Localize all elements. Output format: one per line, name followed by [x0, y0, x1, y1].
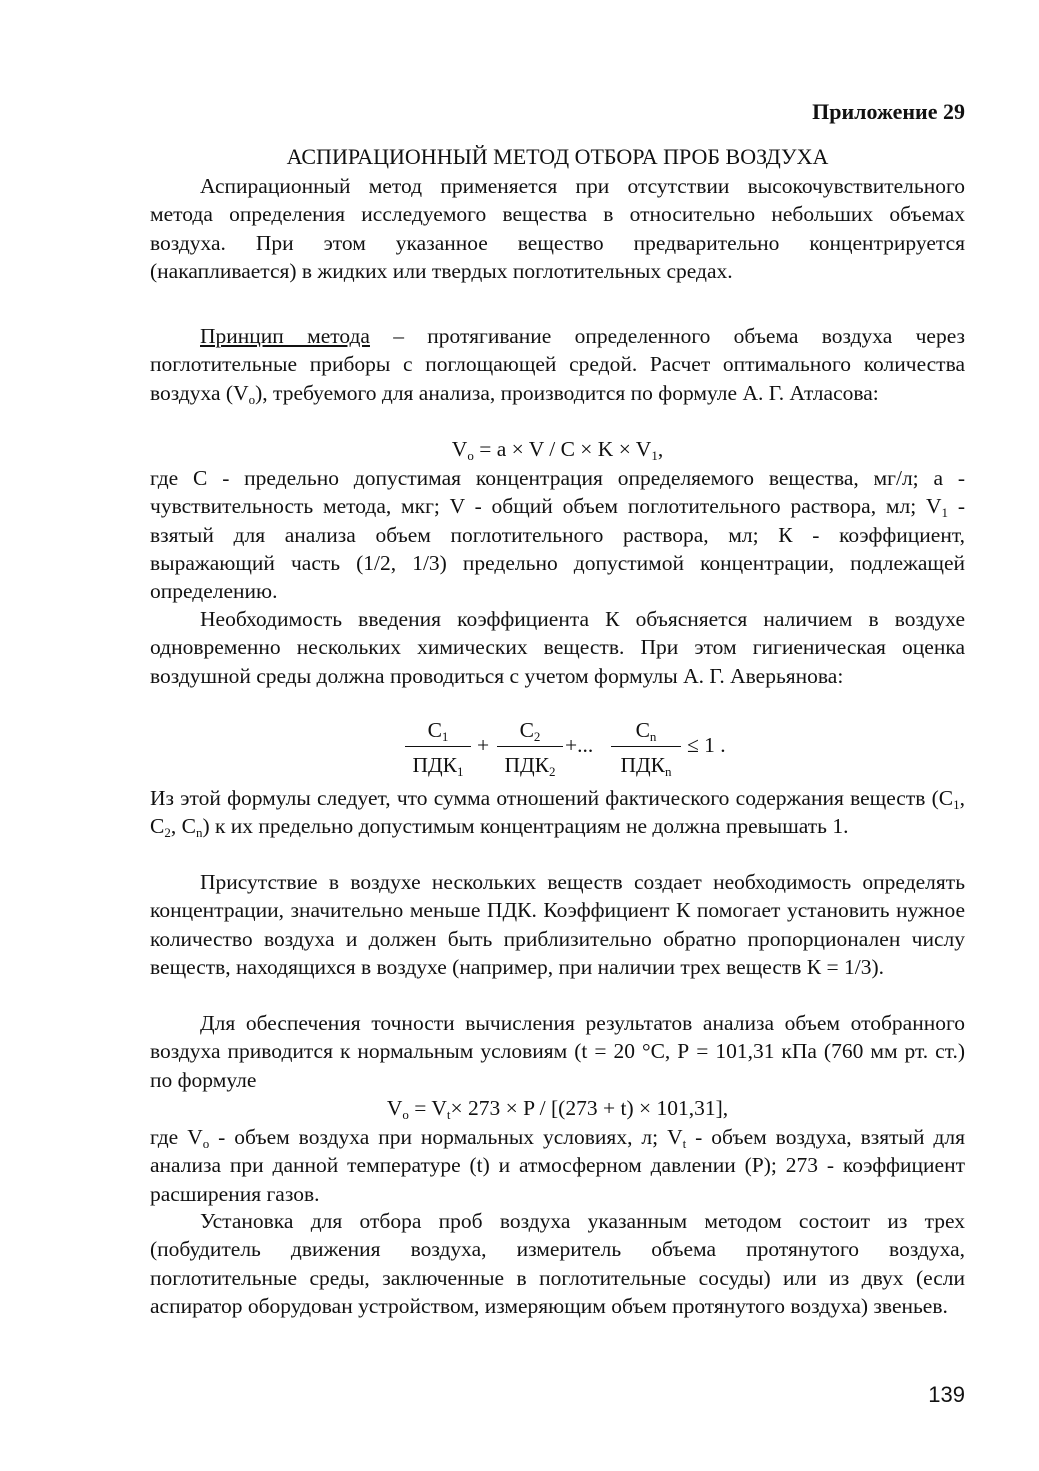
- paragraph-sum: Из этой формулы следует, что сумма отношений фактического содержания веществ ($С_1$, $С_2$, $С_n$) к их предельно допустимым концентрациям не должна превышать 1.: [150, 786, 965, 841]
- where1-sub-1: 1: [941, 505, 949, 521]
- principle-sub-o: o: [248, 391, 256, 407]
- appendix-label: Приложение 29: [812, 99, 965, 124]
- formula1-v: V: [451, 437, 468, 461]
- fraction-1: $C_1$ $ПДК_1$: [405, 716, 471, 779]
- plus-sign-1: +: [477, 733, 490, 757]
- formula1-comma: ,: [657, 437, 664, 461]
- formula1-body: = a × V / C × K × V: [473, 437, 652, 461]
- formula-normal-volume: $V_o = V_t\times 273 \times P / [(273 + t) \times 101,31]$,: [386, 1096, 729, 1122]
- formula2-tail: ≤ 1 .: [687, 733, 726, 757]
- principle-text-b: ), требуемого для анализа, производится по формуле А. Г. Атласова:: [255, 380, 879, 405]
- where1-text-b: - взятый для анализа объем поглотительного раствора, мл; К - коэффициент, выражающий часть (1/2, 1/3) предельно допустимой концентрации, подлежащей определению.: [150, 494, 965, 604]
- paragraph-presence: Присутствие в воздухе нескольких веществ создает необходимость определять концентрации, значительно меньше ПДК. Коэффициент К помогает установить нужное количество воздуха и должен быть приблизительно обратно пропорционален числу веществ, находящихся в воздухе (например, при наличии трех веществ К = 1/3).: [150, 870, 965, 979]
- formula-atlasov: [150, 435, 965, 463]
- plus-ellipsis: +...: [565, 733, 594, 757]
- paragraph-where-1: [150, 464, 965, 605]
- paragraph-intro: Аспирационный метод применяется при отсутствии высокочувствительного метода определения исследуемого вещества в относительно небольших объемах воздуха. При этом указанное вещество предварительно концентрируется (накапливается) в жидких или твердых поглотительных средах.: [150, 174, 965, 283]
- fraction-2: $C_2$ $ПДК_2$: [497, 716, 563, 779]
- formula1-sub-o: o: [467, 448, 474, 463]
- paragraph-where-2: где $V_o$ - объем воздуха при нормальных условиях, л; $V_t$ - объем воздуха, взятый для анализа при данной температуре (t) и атмосферном давлении (P); 273 - коэффициент расширения газов.: [150, 1125, 965, 1206]
- fraction-n: $C_n$ $ПДК_n$: [611, 716, 681, 779]
- paragraph-coefficient: Необходимость введения коэффициента К объясняется наличием в воздухе одновременно нескольких химических веществ. При этом гигиеническая оценка воздушной среды должна проводиться с учетом формулы А. Г. Аверьянова:: [150, 607, 965, 688]
- page-number: 139: [928, 1382, 965, 1407]
- paragraph-principle: [150, 322, 965, 407]
- principle-text-a: – протягивание определенного объема воздуха через поглотительные приборы с поглощающей средой. Расчет оптимального количества воздуха (V: [150, 324, 965, 405]
- page-title: АСПИРАЦИОННЫЙ МЕТОД ОТБОРА ПРОБ ВОЗДУХА: [286, 144, 829, 169]
- where1-text-a: где С - предельно допустимая концентрация определяемого вещества, мг/л; а - чувствительность метода, мкг; V - общий объем поглотительного раствора, мл; V: [150, 466, 965, 519]
- paragraph-normal-conditions: Для обеспечения точности вычисления результатов анализа объем отобранного воздуха приводится к нормальным условиям (t = 20 °С, Р = 101,31 кПа (760 мм рт. ст.) по формуле: [150, 1011, 965, 1092]
- paragraph-setup: Установка для отбора проб воздуха указанным методом состоит из трех (побудитель движения воздуха, измеритель объема протянутого воздуха, поглотительные среды, заключенные в поглотительные сосуды) или из двух (если аспиратор оборудован устройством, измеряющим объем протянутого воздуха) звеньев.: [150, 1209, 965, 1318]
- formula1-sub-1: 1: [651, 448, 658, 463]
- principle-term: Принцип метода: [200, 324, 370, 348]
